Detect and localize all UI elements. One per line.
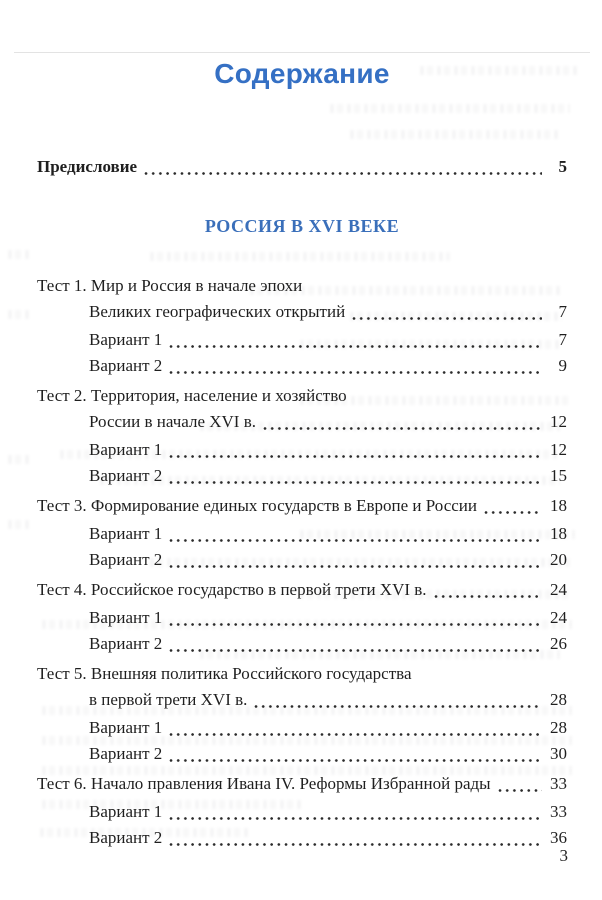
variant-row	[37, 825, 567, 851]
dot-leader	[352, 316, 542, 321]
dot-leader	[434, 594, 542, 599]
variant-row	[37, 605, 567, 631]
dot-leader	[169, 758, 542, 763]
variant-row-page-number: 7	[558, 330, 567, 349]
variant-group	[37, 715, 567, 767]
variant-row-page-number: 24	[550, 608, 567, 627]
toc-entry-title-line	[37, 299, 567, 325]
toc-entry-title-line	[37, 273, 567, 299]
dot-leader	[169, 370, 542, 375]
variant-group	[37, 605, 567, 657]
toc-entry-title-line	[37, 409, 567, 435]
toc-entry-title-line	[37, 383, 567, 409]
variant-row-page-number: 33	[550, 802, 567, 821]
variant-row	[37, 715, 567, 741]
variant-row-label: Вариант 2	[89, 744, 163, 763]
dot-leader	[484, 510, 542, 515]
variant-row-page-number: 12	[550, 440, 567, 459]
variant-row	[37, 437, 567, 463]
variant-row-label: Вариант 2	[89, 356, 163, 375]
toc-entry-title-line-label: Тест 5. Внешняя политика Российского государства	[37, 664, 412, 683]
toc-entry-title-line	[37, 661, 567, 687]
toc-entry	[37, 771, 567, 851]
toc-entry-title-line-label: России в начале XVI в.	[89, 412, 256, 431]
variant-row-label: Вариант 2	[89, 466, 163, 485]
dot-leader	[169, 538, 542, 543]
toc-entry	[37, 661, 567, 767]
dot-leader	[169, 842, 542, 847]
toc-entry-title-line-page-number: 7	[558, 302, 567, 321]
variant-row-page-number: 9	[558, 356, 567, 375]
dot-leader	[169, 564, 542, 569]
preface-label: Предисловие	[37, 157, 138, 176]
toc-entry-title-line	[37, 577, 567, 603]
toc-entry-title-line-page-number: 28	[550, 690, 567, 709]
page-number: 3	[559, 846, 568, 865]
variant-row-page-number: 28	[550, 718, 567, 737]
toc-entry-title-line	[37, 687, 567, 713]
dot-leader	[498, 788, 542, 793]
toc-entry-title-line-page-number: 12	[550, 412, 567, 431]
variant-row-label: Вариант 1	[89, 524, 163, 543]
toc-entry-title-line-page-number: 33	[550, 774, 567, 793]
variant-row-label: Вариант 1	[89, 718, 163, 737]
toc-entry-title-line-label: Тест 3. Формирование единых государств в Европе и России	[37, 496, 477, 515]
toc-entry-title-line-label: в первой трети XVI в.	[89, 690, 248, 709]
toc-entry-title-line	[37, 771, 567, 797]
section-header: РОССИЯ В XVI ВЕКЕ	[204, 216, 400, 236]
dot-leader	[169, 344, 542, 349]
variant-row-label: Вариант 1	[89, 440, 163, 459]
toc-entry-title-line-label: Великих географических открытий	[89, 302, 346, 321]
preface-page-number: 5	[558, 157, 567, 176]
variant-row	[37, 631, 567, 657]
dot-leader	[169, 480, 542, 485]
variant-group	[37, 327, 567, 379]
toc-preface-row	[37, 154, 567, 180]
variant-row	[37, 327, 567, 353]
variant-row-label: Вариант 2	[89, 828, 163, 847]
variant-row-page-number: 36	[550, 828, 567, 847]
dot-leader	[169, 816, 542, 821]
toc-entry-title-line-page-number: 18	[550, 496, 567, 515]
toc-list	[37, 273, 567, 851]
variant-row-page-number: 26	[550, 634, 567, 653]
toc-entry-title-line	[37, 493, 567, 519]
toc-entry-title-line-label: Тест 4. Российское государство в первой трети XVI в.	[37, 580, 427, 599]
variant-row-label: Вариант 2	[89, 550, 163, 569]
variant-row-label: Вариант 2	[89, 634, 163, 653]
dot-leader	[144, 171, 542, 176]
dot-leader	[169, 454, 542, 459]
toc-entry-title-line-label: Тест 2. Территория, население и хозяйство	[37, 386, 347, 405]
dot-leader	[254, 704, 542, 709]
variant-group	[37, 437, 567, 489]
variant-row	[37, 463, 567, 489]
variant-row-label: Вариант 1	[89, 802, 163, 821]
variant-row	[37, 547, 567, 573]
variant-group	[37, 799, 567, 851]
variant-row-label: Вариант 1	[89, 608, 163, 627]
variant-row-label: Вариант 1	[89, 330, 163, 349]
variant-group	[37, 521, 567, 573]
dot-leader	[169, 648, 542, 653]
variant-row	[37, 521, 567, 547]
page-title: Содержание	[214, 58, 390, 89]
toc-entry-title-line-label: Тест 6. Начало правления Ивана IV. Реформы Избранной рады	[37, 774, 491, 793]
variant-row	[37, 799, 567, 825]
dot-leader	[263, 426, 542, 431]
toc-entry	[37, 493, 567, 573]
toc-entry	[37, 273, 567, 379]
toc-entry	[37, 577, 567, 657]
variant-row	[37, 741, 567, 767]
toc-entry-title-line-label: Тест 1. Мир и Россия в начале эпохи	[37, 276, 303, 295]
toc-entry-title-line-page-number: 24	[550, 580, 567, 599]
variant-row	[37, 353, 567, 379]
toc-entry	[37, 383, 567, 489]
variant-row-page-number: 15	[550, 466, 567, 485]
dot-leader	[169, 732, 542, 737]
dot-leader	[169, 622, 542, 627]
variant-row-page-number: 30	[550, 744, 567, 763]
variant-row-page-number: 20	[550, 550, 567, 569]
variant-row-page-number: 18	[550, 524, 567, 543]
